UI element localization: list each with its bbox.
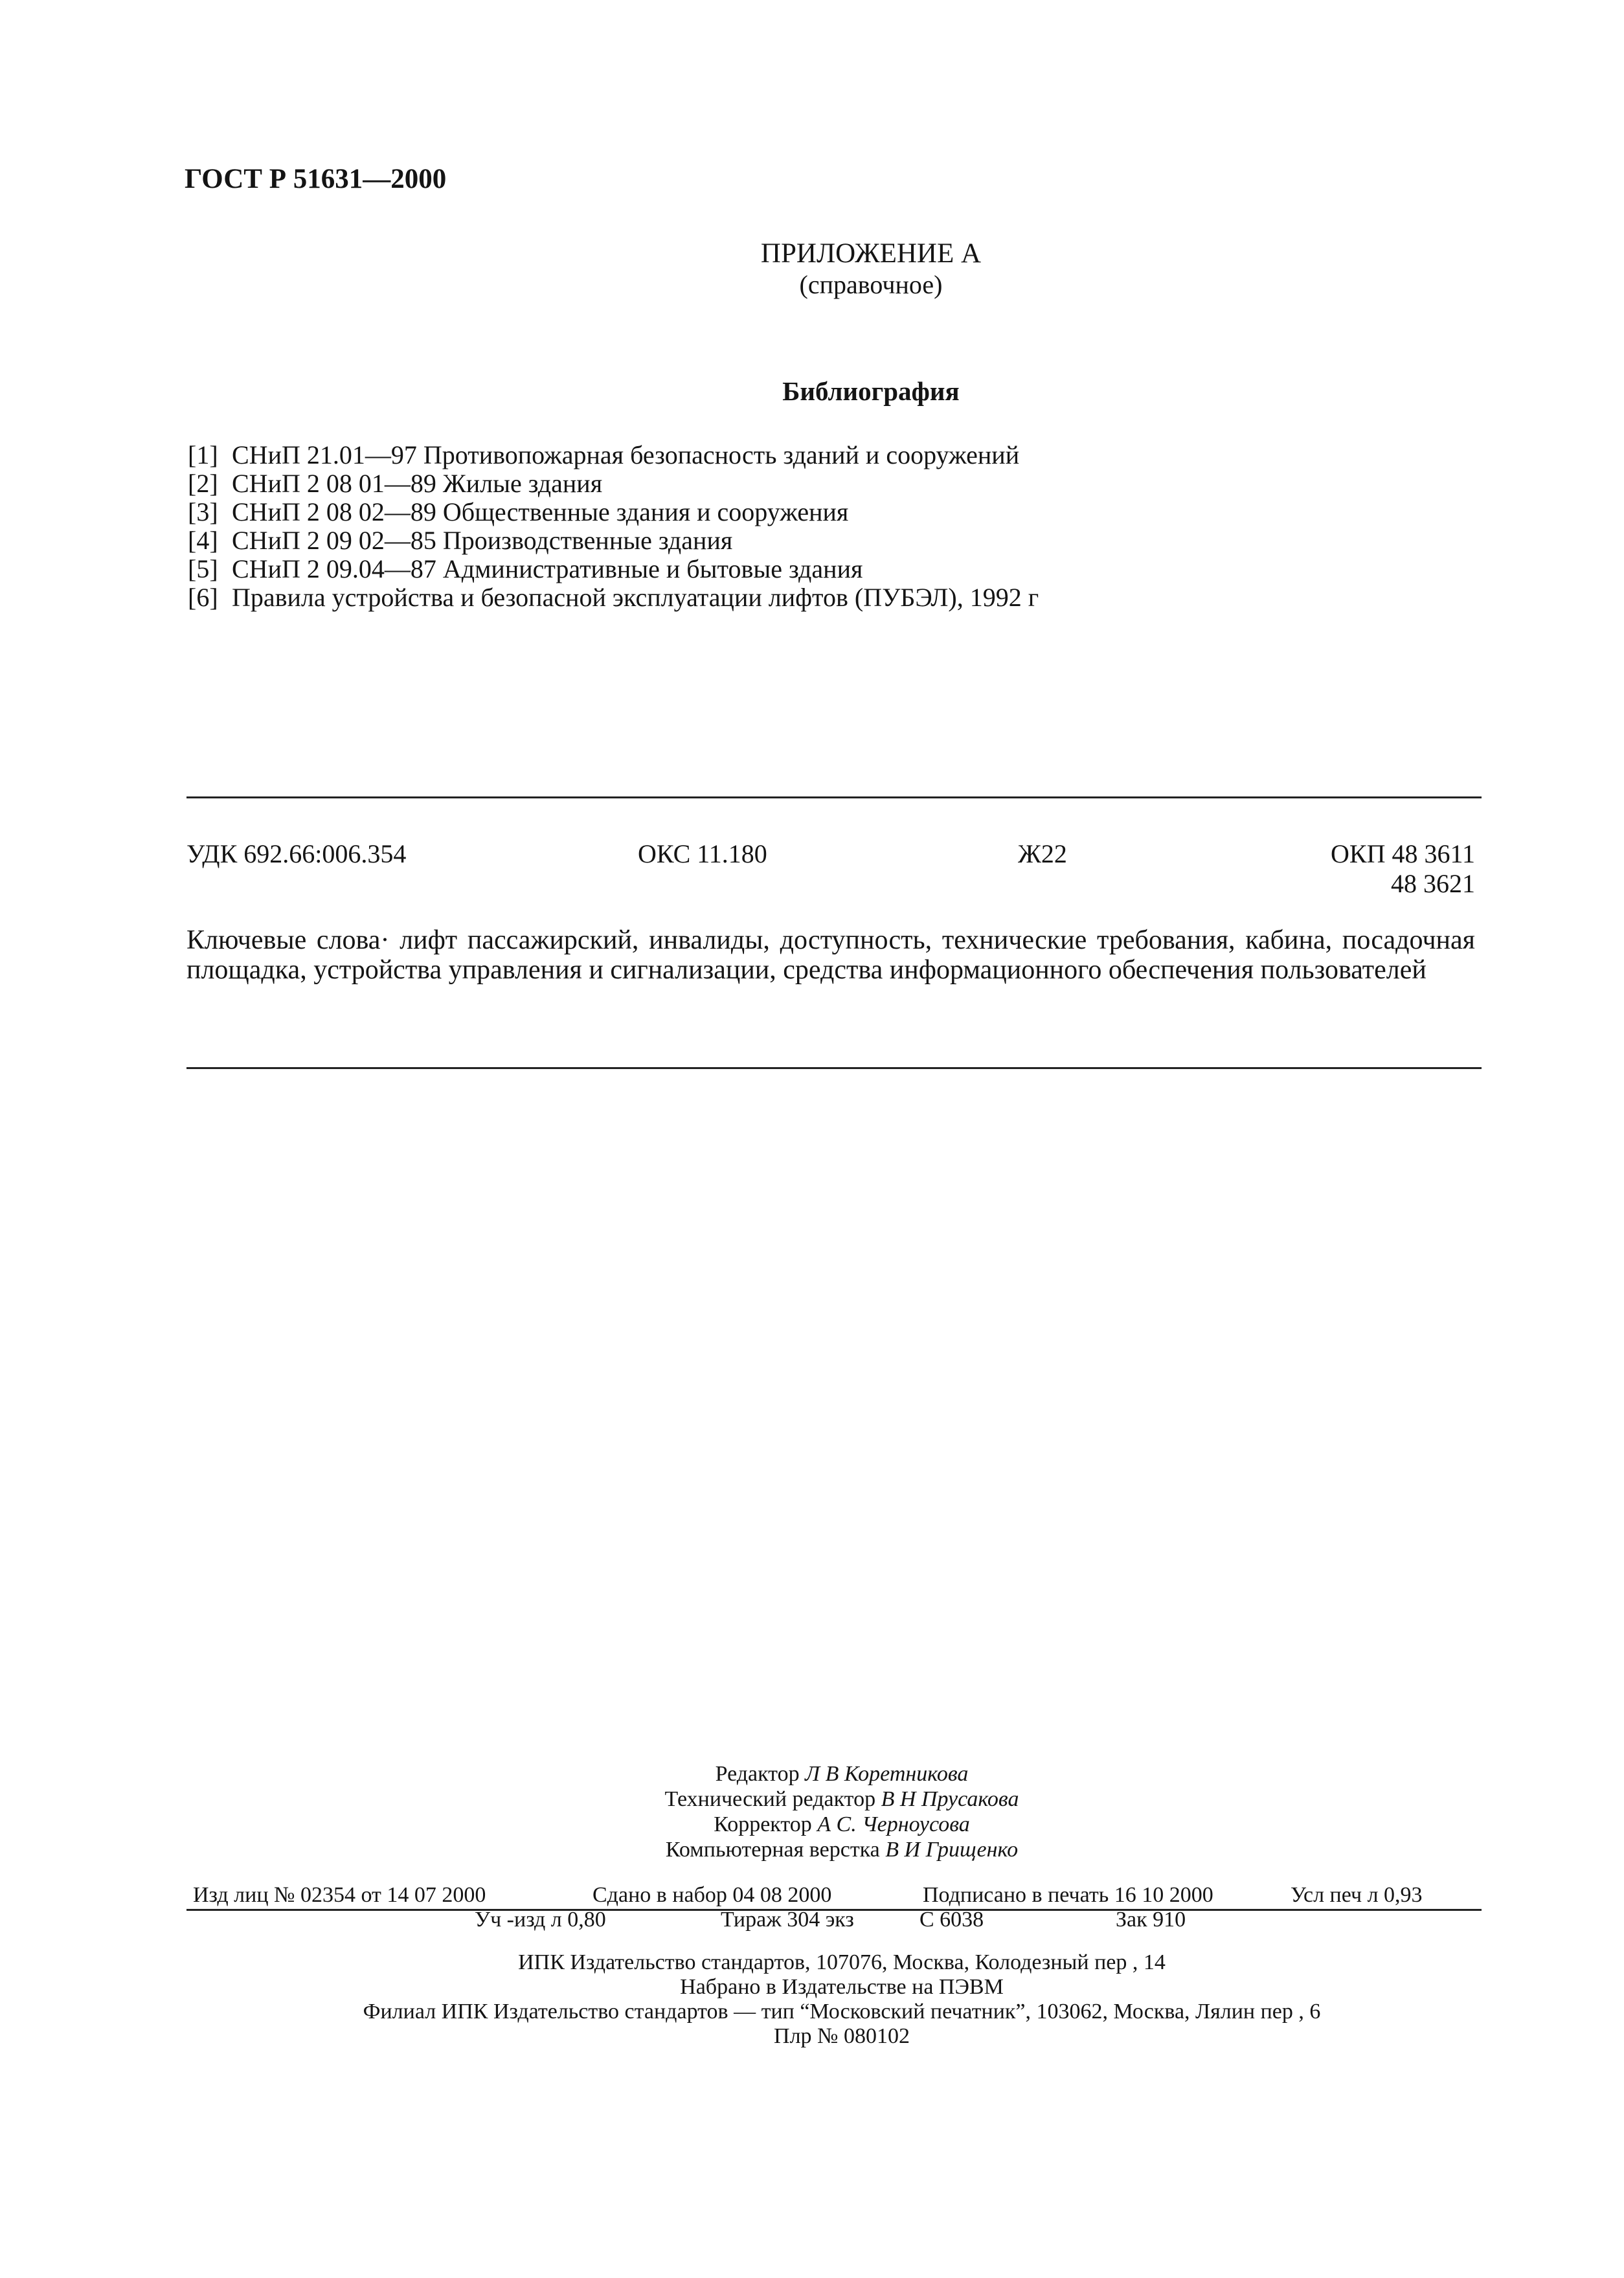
order-number: Зак 910	[1116, 1908, 1186, 1932]
publisher-line: Набрано в Издательстве на ПЭВМ	[680, 1975, 1004, 1999]
bibliography-item-text: СНиП 2 09.04—87 Административные и бытовые здания	[232, 554, 863, 583]
credits-block	[0, 1761, 1624, 1862]
bibliography-item-number: [3]	[188, 497, 218, 526]
credit-role: Редактор	[715, 1762, 800, 1786]
c-number: С 6038	[919, 1908, 984, 1932]
publisher-line: Филиал ИПК Издательство стандартов — тип “Московский печатник”, 103062, Москва, Лялин пер , 6	[363, 2000, 1321, 2024]
bibliography-item	[188, 441, 1039, 469]
appendix-subtitle: (справочное)	[799, 270, 943, 299]
bibliography-item-number: [1]	[188, 440, 218, 469]
bibliography-item-number: [2]	[188, 469, 218, 498]
bibliography-item-text: СНиП 21.01—97 Противопожарная безопасность зданий и сооружений	[232, 440, 1020, 469]
typeset-date: Сдано в набор 04 08 2000	[592, 1883, 832, 1907]
bibliography-item	[188, 555, 1039, 583]
publication-sheets: Уч -изд л 0,80	[475, 1908, 606, 1932]
bibliography-item-number: [4]	[188, 526, 218, 555]
bibliography-item	[188, 583, 1039, 612]
bibliography-item-text: Правила устройства и безопасной эксплуатации лифтов (ПУБЭЛ), 1992 г	[232, 583, 1039, 612]
udk-code: УДК 692.66:006.354	[186, 839, 407, 868]
bibliography-item-text: СНиП 2 08 02—89 Общественные здания и сооружения	[232, 497, 849, 526]
credit-tech-editor	[0, 1787, 1624, 1812]
publisher-block	[0, 1950, 1624, 2049]
bibliography-item	[188, 498, 1039, 526]
group-code: Ж22	[1018, 839, 1067, 868]
bibliography-list	[188, 441, 1039, 612]
bibliography-heading: Библиография	[782, 376, 960, 406]
credit-name: В И Грищенко	[885, 1838, 1019, 1862]
publisher-line: Плр № 080102	[774, 2024, 910, 2048]
divider	[186, 1067, 1482, 1069]
appendix-title: ПРИЛОЖЕНИЕ А	[760, 238, 982, 269]
okp-codes	[1314, 839, 1475, 899]
license-info: Изд лиц № 02354 от 14 07 2000	[193, 1883, 486, 1907]
oks-code: ОКС 11.180	[638, 839, 767, 868]
credit-name: В Н Прусакова	[881, 1787, 1019, 1811]
bibliography-item	[188, 469, 1039, 498]
printed-sheets: Усл печ л 0,93	[1291, 1883, 1423, 1907]
credit-editor	[0, 1761, 1624, 1787]
credit-corrector	[0, 1812, 1624, 1837]
bibliography-item-number: [6]	[188, 583, 218, 612]
credit-role: Технический редактор	[664, 1787, 876, 1811]
bibliography-item-number: [5]	[188, 554, 218, 583]
signed-date: Подписано в печать 16 10 2000	[923, 1883, 1213, 1907]
okp-code-2: 48 3621	[1391, 869, 1475, 898]
bibliography-item-text: СНиП 2 08 01—89 Жилые здания	[232, 469, 603, 498]
document-id: ГОСТ Р 51631—2000	[185, 164, 447, 194]
publisher-line: ИПК Издательство стандартов, 107076, Москва, Колодезный пер , 14	[518, 1950, 1166, 1974]
credit-role: Компьютерная верстка	[665, 1838, 880, 1862]
bibliography-item	[188, 526, 1039, 555]
bibliography-item-text: СНиП 2 09 02—85 Производственные здания	[232, 526, 733, 555]
credit-name: А С. Черноусова	[817, 1812, 970, 1836]
divider	[186, 1909, 1482, 1911]
credit-layout	[0, 1837, 1624, 1862]
keywords-paragraph: Ключевые слова· лифт пассажирский, инвалиды, доступность, технические требования, кабина, посадочная площадка, устройства управления и сигнализации, средства информационного обеспечения пользователей	[186, 925, 1475, 985]
okp-code-1: ОКП 48 3611	[1331, 839, 1475, 868]
divider	[186, 796, 1482, 798]
appendix-heading	[0, 238, 1624, 300]
credit-name: Л В Коретникова	[805, 1762, 969, 1786]
credit-role: Корректор	[714, 1812, 812, 1836]
circulation: Тираж 304 экз	[721, 1908, 854, 1932]
